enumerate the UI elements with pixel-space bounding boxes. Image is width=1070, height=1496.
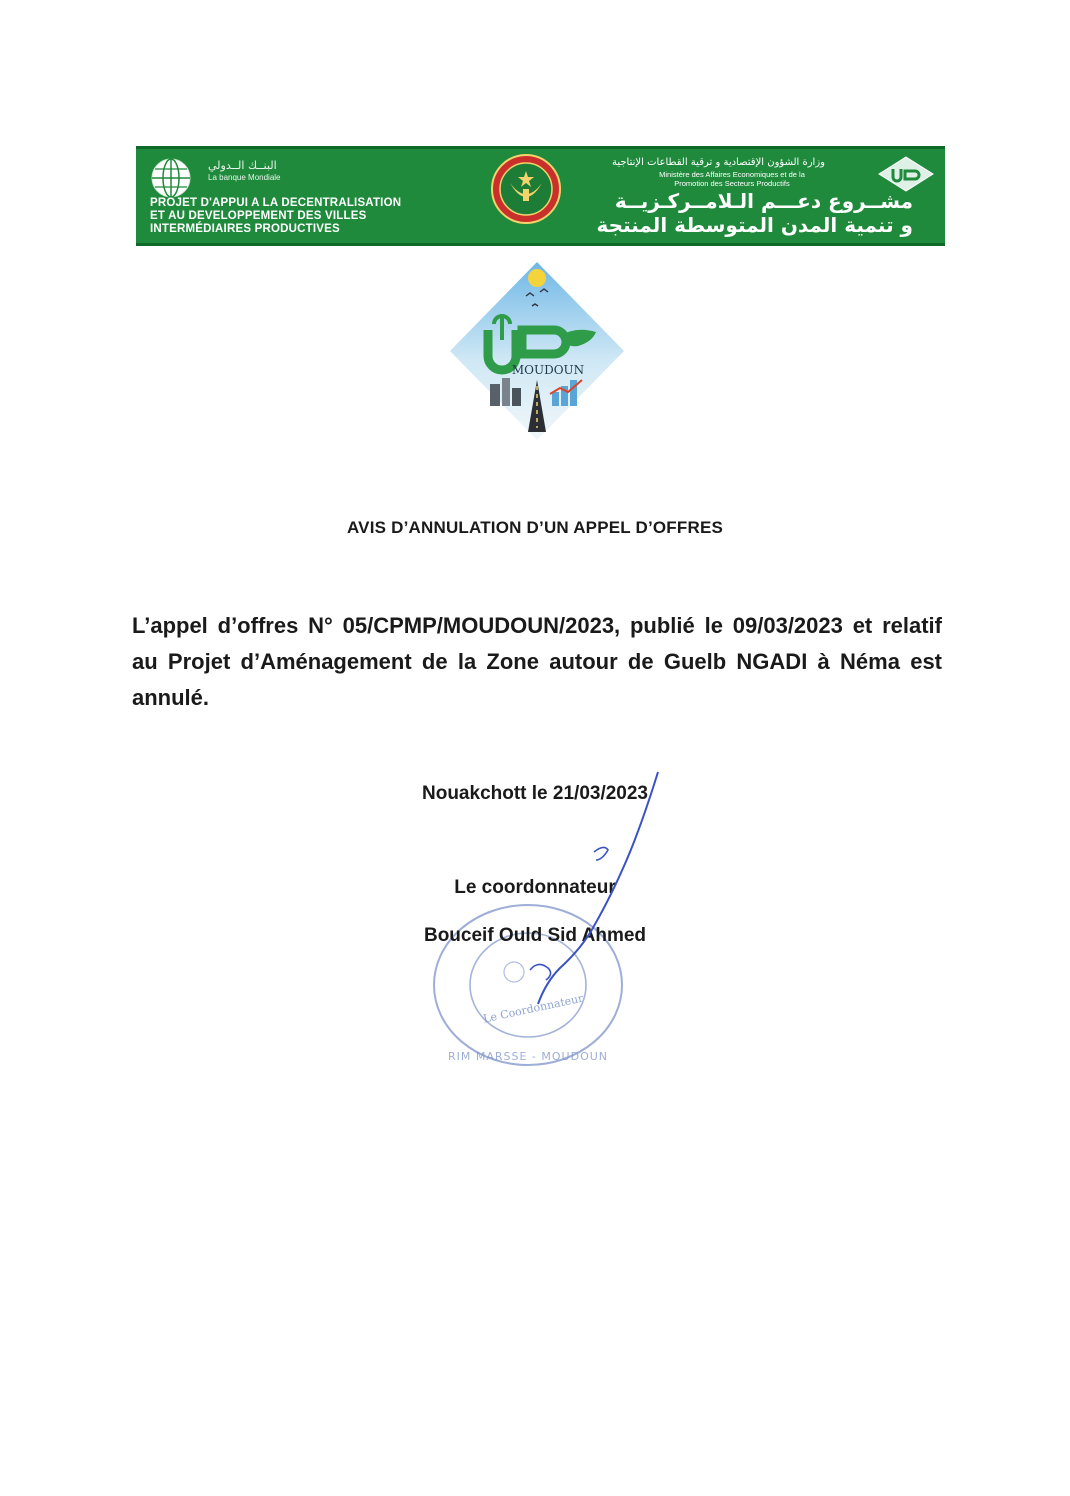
signer-role: Le coordonnateur (454, 877, 616, 898)
signer-name: Bouceif Ould Sid Ahmed (423, 925, 647, 946)
ministry-fr-line-1: Ministère des Affaires Economiques et de la (659, 170, 805, 179)
signature (490, 770, 670, 1030)
national-seal-icon (490, 153, 562, 225)
world-bank-arabic: البنــك الــدولي (208, 159, 277, 172)
world-bank-globe-icon (150, 157, 192, 199)
project-fr-line-2: ET AU DEVELOPPEMENT DES VILLES (150, 210, 367, 222)
ministry-arabic: وزارة الشؤون الإقتصادية و ترقية القطاعات الإنتاجية (612, 157, 825, 168)
stamp-ring-text: RIM MARSSE - MOUDOUN (447, 1050, 609, 1063)
moudoun-logo (448, 260, 626, 442)
project-ar-line-1: مشــروع دعـــم الـلامــركـزيــة (614, 189, 913, 213)
world-bank-french: La banque Mondiale (208, 173, 281, 182)
project-fr-line-1: PROJET D'APPUI A LA DECENTRALISATION (150, 197, 402, 209)
moudoun-mini-logo-icon (877, 155, 935, 193)
document-body: L’appel d’offres N° 05/CPMP/MOUDOUN/2023, publié le 09/03/2023 et relatif au Projet d’Aménagement de la Zone autour de Guelb NGADI à Néma est annulé. (132, 613, 942, 710)
document-title: AVIS D’ANNULATION D’UN APPEL D’OFFRES (346, 518, 724, 537)
project-fr-line-3: INTERMÉDIAIRES PRODUCTIVES (150, 223, 340, 235)
project-name-arabic (597, 189, 913, 237)
project-name-french (150, 197, 401, 236)
project-ar-line-2: و تنمية المدن المتوسطة المنتجة (596, 213, 913, 237)
stamp-inner-text: Le Coordonnateur (482, 991, 585, 1026)
moudoun-logo-label: MOUDOUN (511, 363, 585, 377)
ministry-french (647, 170, 817, 188)
place-and-date: Nouakchott le 21/03/2023 (422, 783, 648, 804)
ministry-fr-line-2: Promotion des Secteurs Productifs (674, 179, 790, 188)
sun-icon (528, 269, 546, 287)
header-banner (136, 146, 945, 246)
